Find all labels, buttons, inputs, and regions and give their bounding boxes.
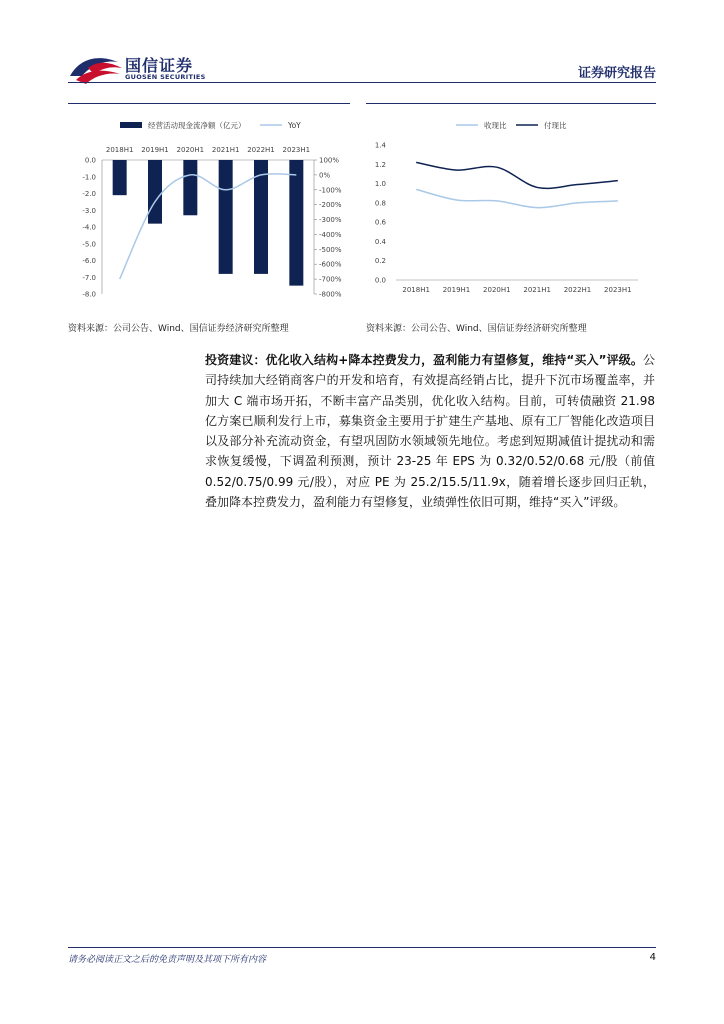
cashflow-bar	[219, 160, 233, 274]
y-right-tick-label: -500%	[319, 245, 342, 254]
y-left-tick-label: -8.0	[82, 290, 96, 299]
legend-label-cashflow: 经营活动现金流净额（亿元）	[148, 121, 246, 130]
footer-divider	[68, 947, 656, 948]
legend-label-receipt-ratio: 收现比	[484, 121, 507, 130]
brand-name: 国信证券	[125, 56, 194, 75]
disclaimer-note: 请务必阅读正文之后的免责声明及其项下所有内容	[68, 955, 267, 965]
chart-left-source: 资料来源：公司公告、Wind、国信证券经济研究所整理	[68, 324, 289, 334]
y-left-tick-label: 0.0	[84, 156, 96, 165]
chart-right-top-rule	[366, 103, 656, 104]
y-tick-label: 0.4	[374, 237, 386, 246]
x-tick-label: 2020H1	[176, 146, 205, 154]
report-type-title: 证券研究报告	[577, 66, 656, 81]
x-tick-label: 2023H1	[282, 146, 311, 154]
y-tick-label: 0.2	[374, 257, 386, 266]
cashflow-bar	[113, 160, 127, 195]
page-number: 4	[649, 952, 656, 963]
y-tick-label: 1.4	[374, 141, 386, 150]
y-left-tick-label: -6.0	[82, 257, 96, 265]
y-right-tick-label: 0%	[319, 171, 331, 180]
y-left-tick-label: -1.0	[82, 173, 96, 182]
yoy-series-line	[120, 174, 297, 279]
y-left-tick-label: -3.0	[82, 206, 96, 215]
investment-advice-paragraph	[205, 350, 655, 512]
chart-right-source: 资料来源：公司公告、Wind、国信证券经济研究所整理	[366, 324, 587, 334]
x-tick-label: 2019H1	[141, 146, 169, 154]
cash-ratio-chart	[366, 108, 656, 308]
cashflow-chart-svg	[68, 108, 350, 308]
y-right-tick-label: 100%	[319, 156, 340, 165]
y-right-tick-label: -800%	[319, 290, 342, 299]
y-right-tick-label: -200%	[319, 201, 342, 210]
legend-label-yoy: YoY	[288, 121, 301, 130]
header-divider	[68, 82, 656, 83]
cashflow-bar	[183, 160, 197, 215]
x-tick-label: 2021H1	[523, 286, 551, 294]
y-right-tick-label: -100%	[319, 186, 342, 195]
x-tick-label: 2018H1	[105, 146, 134, 154]
cash-ratio-chart-svg	[366, 108, 656, 308]
x-tick-label: 2022H1	[563, 286, 592, 294]
y-right-tick-label: -400%	[319, 230, 342, 239]
x-tick-label: 2021H1	[211, 146, 240, 154]
x-tick-label: 2022H1	[247, 146, 275, 154]
y-tick-label: 0.0	[374, 276, 386, 285]
payment-ratio-line	[416, 162, 618, 188]
x-tick-label: 2018H1	[402, 286, 430, 294]
x-tick-label: 2023H1	[604, 286, 632, 294]
cashflow-bar	[148, 160, 162, 224]
y-tick-label: 0.6	[374, 218, 386, 227]
legend-swatch-cashflow	[120, 122, 142, 128]
x-tick-label: 2019H1	[442, 286, 471, 294]
y-left-tick-label: -7.0	[82, 273, 96, 282]
y-right-tick-label: -700%	[319, 275, 342, 284]
cashflow-bar	[289, 160, 303, 286]
y-right-tick-label: -600%	[319, 260, 342, 269]
y-left-tick-label: -5.0	[82, 240, 96, 249]
y-tick-label: 1.0	[374, 180, 386, 189]
y-left-tick-label: -2.0	[82, 190, 96, 198]
investment-advice-text: 公司持续加大经销商客户的开发和培育，有效提高经销占比，提升下沉市场覆盖率，并加大 C 端市场开拓，不断丰富产品类别，优化收入结构。目前，可转债融资 21.98 亿方案已顺利发行上市，募集资金主要用于扩建生产基地、原有工厂智能化改造项目以及部分补充流动资金，有望巩固防水领域领先地位。考虑到短期减值计提扰动和需求恢复缓慢，下调盈利预测，预计 23-25 年 EPS 为 0.32/0.52/0.68 元/股（前值 0.52/0.75/0.99 元/股），对应 PE 为 25.2/15.5/11.9x，随着增长逐步回归正轨，叠加降本控费发力，盈利能力有望修复，业绩弹性依旧可期，维持“买入”评级。	[205, 353, 655, 510]
y-tick-label: 0.8	[374, 199, 386, 208]
y-right-tick-label: -300%	[319, 216, 342, 225]
legend-label-payment-ratio: 付现比	[544, 121, 567, 130]
y-tick-label: 1.2	[374, 160, 386, 169]
y-left-tick-label: -4.0	[82, 223, 96, 232]
x-tick-label: 2020H1	[483, 286, 511, 294]
cashflow-chart	[68, 108, 350, 308]
investment-advice-lead: 投资建议：优化收入结构+降本控费发力，盈利能力有望修复，维持“买入”评级。	[205, 353, 643, 367]
chart-left-top-rule	[68, 103, 350, 104]
brand-name-en: GUOSEN SECURITIES	[125, 73, 206, 81]
receipt-ratio-line	[416, 189, 618, 207]
